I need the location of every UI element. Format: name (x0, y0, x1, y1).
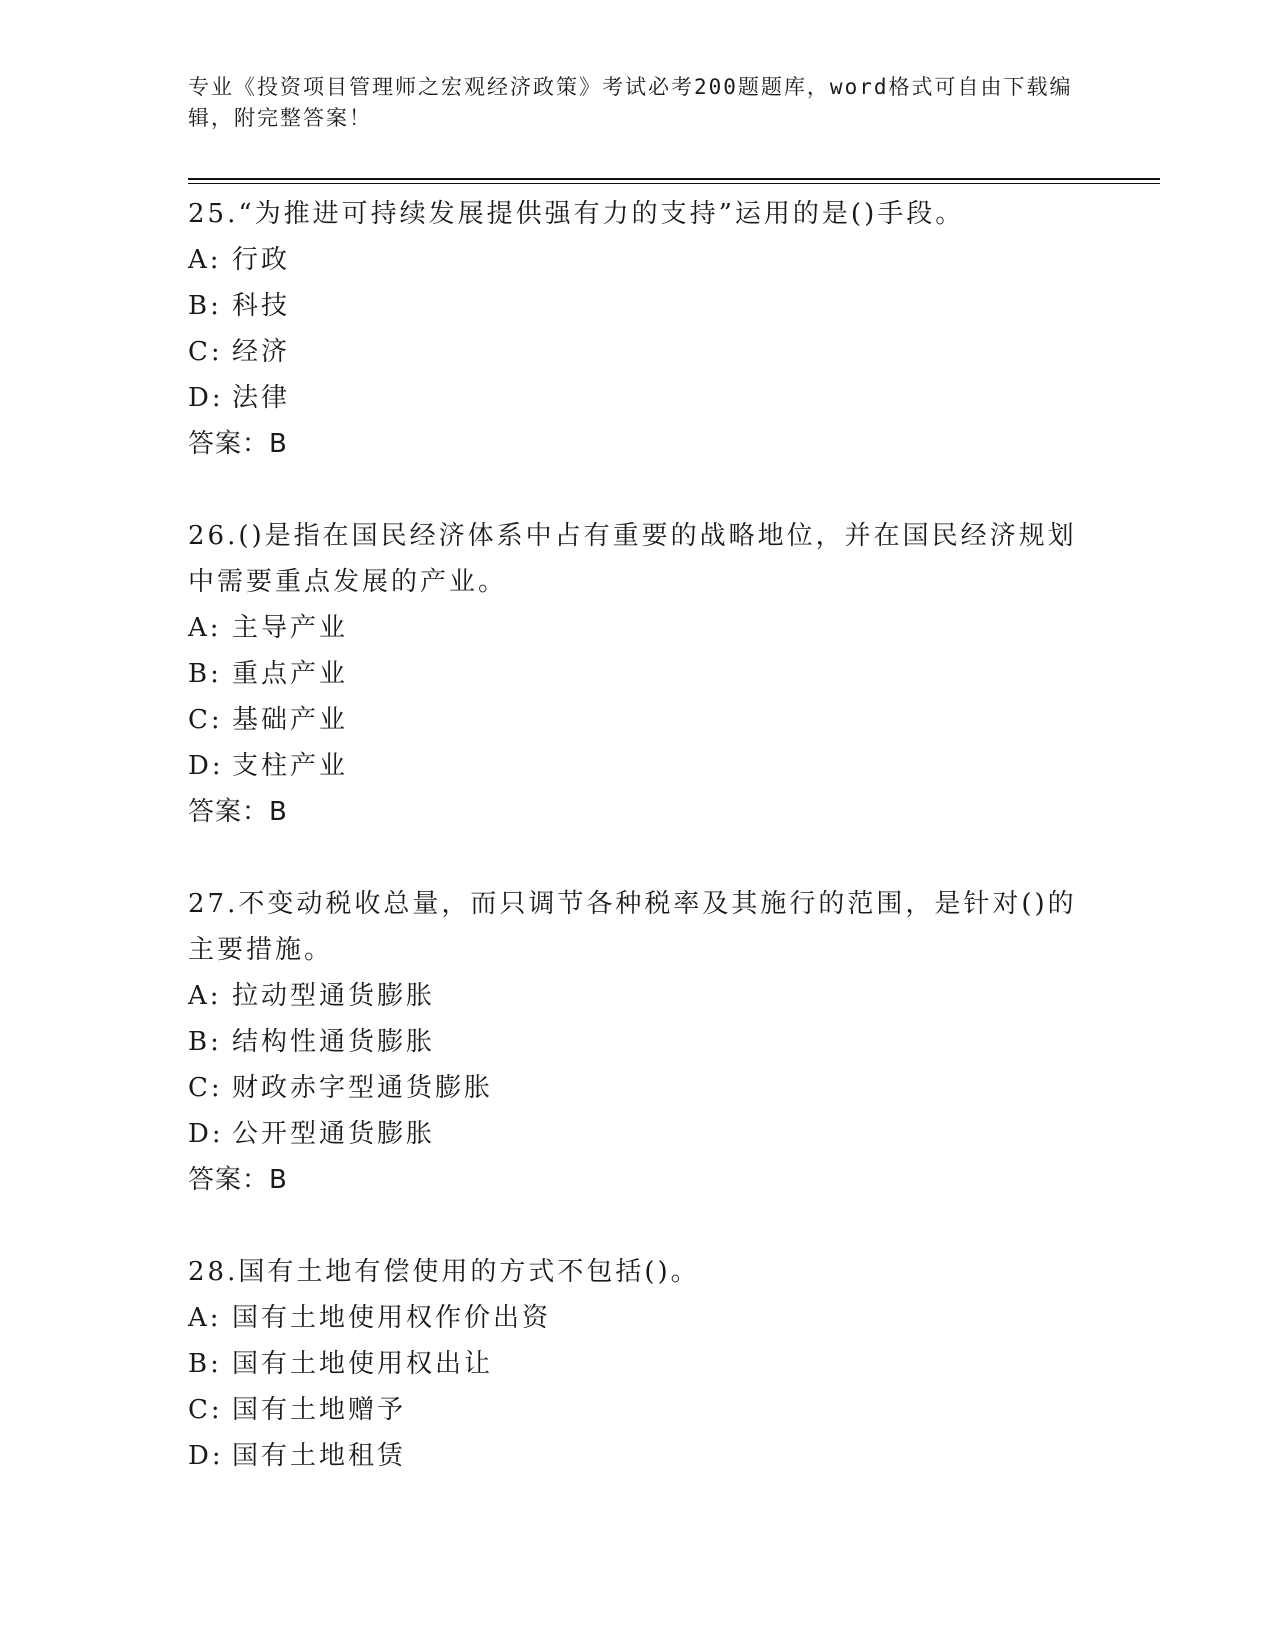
option-text: 重点产业 (232, 659, 349, 689)
header-rule-thin (188, 183, 1160, 184)
option-d (188, 375, 1088, 421)
option-text: 主导产业 (232, 613, 349, 643)
question-stem: 26.()是指在国民经济体系中占有重要的战略地位，并在国民经济规划中需要重点发展的产业。 (188, 521, 1077, 597)
option-key: A: (188, 245, 222, 275)
question-stem: 25.“为推进可持续发展提供强有力的支持”运用的是()手段。 (188, 199, 965, 229)
option-key: B: (188, 1027, 222, 1057)
option-b (188, 283, 1088, 329)
option-c (188, 1387, 1088, 1433)
option-text: 国有土地赠予 (232, 1395, 407, 1425)
option-d (188, 1433, 1088, 1479)
option-key: D: (188, 383, 224, 413)
option-text: 国有土地租赁 (232, 1441, 407, 1471)
option-key: D: (188, 751, 224, 781)
option-text: 科技 (232, 291, 291, 321)
question-27 (188, 881, 1088, 1203)
option-text: 国有土地使用权出让 (232, 1349, 494, 1379)
option-c (188, 697, 1088, 743)
option-key: B: (188, 291, 222, 321)
question-25 (188, 191, 1088, 467)
answer-line: 答案：B (188, 429, 288, 459)
option-text: 国有土地使用权作价出资 (232, 1303, 552, 1333)
option-b (188, 1341, 1088, 1387)
option-key: C: (188, 705, 223, 735)
option-b (188, 1019, 1088, 1065)
option-text: 法律 (232, 383, 291, 413)
option-d (188, 1111, 1088, 1157)
question-list (188, 191, 1088, 1525)
option-a (188, 237, 1088, 283)
option-key: C: (188, 1395, 223, 1425)
option-text: 公开型通货膨胀 (232, 1119, 436, 1149)
option-key: B: (188, 1349, 222, 1379)
document-header: 专业《投资项目管理师之宏观经济政策》考试必考200题题库，word格式可自由下载编辑，附完整答案！ (188, 75, 1073, 130)
option-a (188, 1295, 1088, 1341)
option-text: 行政 (232, 245, 291, 275)
option-a (188, 973, 1088, 1019)
question-26 (188, 513, 1088, 835)
option-key: A: (188, 981, 222, 1011)
option-text: 基础产业 (232, 705, 349, 735)
answer-line: 答案：B (188, 797, 288, 827)
option-key: A: (188, 1303, 222, 1333)
option-text: 拉动型通货膨胀 (232, 981, 436, 1011)
option-text: 经济 (232, 337, 291, 367)
option-key: C: (188, 1073, 223, 1103)
option-text: 支柱产业 (232, 751, 349, 781)
question-stem: 27.不变动税收总量，而只调节各种税率及其施行的范围，是针对()的主要措施。 (188, 889, 1077, 965)
option-text: 结构性通货膨胀 (232, 1027, 436, 1057)
header-rule-thick (188, 178, 1160, 180)
option-key: A: (188, 613, 222, 643)
option-c (188, 1065, 1088, 1111)
answer-line: 答案：B (188, 1165, 288, 1195)
question-28 (188, 1249, 1088, 1479)
option-key: C: (188, 337, 223, 367)
option-b (188, 651, 1088, 697)
question-stem: 28.国有土地有偿使用的方式不包括()。 (188, 1257, 700, 1287)
option-c (188, 329, 1088, 375)
option-d (188, 743, 1088, 789)
option-key: B: (188, 659, 222, 689)
option-key: D: (188, 1119, 224, 1149)
option-text: 财政赤字型通货膨胀 (232, 1073, 494, 1103)
option-a (188, 605, 1088, 651)
option-key: D: (188, 1441, 224, 1471)
